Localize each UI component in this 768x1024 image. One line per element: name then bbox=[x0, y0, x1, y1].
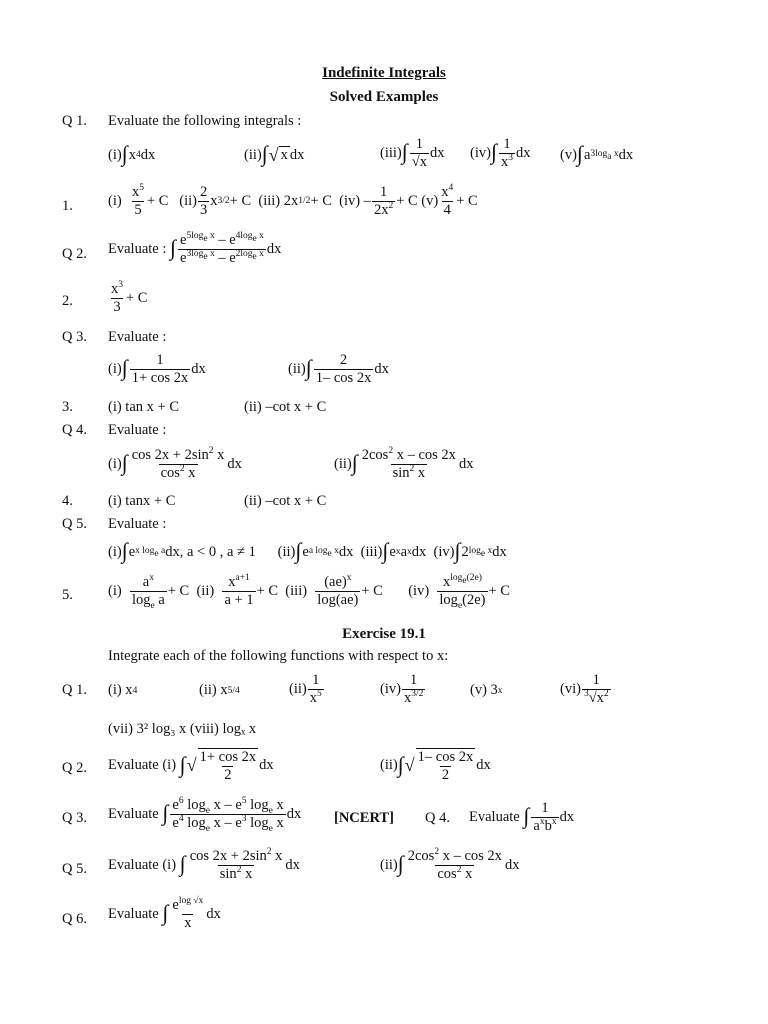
a3-part-ii: (ii) –cot x + C bbox=[244, 399, 327, 415]
ex-q1-v: (v) 3 x bbox=[470, 682, 503, 698]
q1-part-iii: (iii) ∫ $\frac{1}{√x}$ dx bbox=[380, 136, 445, 170]
q1-text: Evaluate the following integrals : bbox=[108, 113, 302, 129]
a4-part-i: (i) tanx + C bbox=[108, 493, 176, 509]
ex-q1-iv: (iv) $\frac{1}{x^{3/2}}$ bbox=[380, 672, 424, 706]
ex-q3-label: Q 3. bbox=[62, 810, 87, 826]
q4-label: Q 4. bbox=[62, 422, 87, 438]
ex-q3-question: Evaluate ∫ $\frac{e^6 \log_e x - e^5 \log_e x}{e^4 \log_e x - e^3 \log_e x}$ dx bbox=[108, 796, 302, 834]
a2-answer: $\frac{x^3}{3}$ + C bbox=[111, 280, 148, 315]
q3-label: Q 3. bbox=[62, 329, 87, 345]
a3-part-i: (i) tan x + C bbox=[108, 399, 179, 415]
ex-q1-i: (i) x 4 bbox=[108, 682, 138, 698]
q5-parts: (i) ∫ e x $\log_e a$ dx, a < 0 , a ≠ 1 (ii) ∫ e a $\log_e x$ dx (iii) ∫ e x a x dx (iv) ∫ 2 $\log_e x$ dx bbox=[108, 538, 507, 563]
ex-q1-vii-viii: (vii) 3² log₃ x (viii) logₓ x bbox=[108, 721, 257, 737]
ex-q5-part-i: Evaluate (i) ∫ $\frac{\cos 2x + 2\sin^2 x}{\sin^2 x}$ dx bbox=[108, 847, 300, 882]
a1-label: 1. bbox=[62, 198, 73, 214]
q1-part-iv: (iv) ∫ $\frac{1}{x^3}$ dx bbox=[470, 136, 531, 170]
q5-text: Evaluate : bbox=[108, 516, 167, 532]
a5-label: 5. bbox=[62, 587, 73, 603]
q1-part-ii: (ii) ∫ √ x dx bbox=[244, 141, 305, 166]
q2-question: Evaluate : ∫ $\frac{e^{5log_e x} - e^{4log_e x}}{e^{3log_e x} - e^{2log_e x}}$ dx bbox=[108, 231, 282, 266]
ex-q1-ii: (ii) x 5/4 bbox=[199, 682, 240, 698]
a2-label: 2. bbox=[62, 293, 73, 309]
exercise-title: Exercise 19.1 bbox=[342, 626, 426, 642]
q4-part-i: (i) ∫ $\frac{\cos 2x + 2\sin^2 x}{\cos^2 x}$ dx bbox=[108, 446, 242, 481]
ex-q2-part-i: Evaluate (i) ∫ √ $\frac{1+ \cos 2x}{2}$ dx bbox=[108, 749, 274, 783]
q1-part-v: (v) ∫ a $3\log_a$ x dx bbox=[560, 141, 634, 166]
page-title: Indefinite Integrals bbox=[322, 65, 446, 81]
q1-part-i: (i) ∫ x 4 dx bbox=[108, 141, 156, 166]
ex-q5-label: Q 5. bbox=[62, 861, 87, 877]
ex-q4-label: Q 4. bbox=[425, 810, 450, 826]
a4-label: 4. bbox=[62, 493, 73, 509]
a3-label: 3. bbox=[62, 399, 73, 415]
ex-q6-label: Q 6. bbox=[62, 911, 87, 927]
q3-text: Evaluate : bbox=[108, 329, 167, 345]
q4-part-ii: (ii) ∫ $\frac{2\cos^2 x - \cos 2x}{\sin^2 x}$ dx bbox=[334, 446, 474, 481]
exercise-intro: Integrate each of the following functions with respect to x: bbox=[108, 648, 449, 664]
q2-label: Q 2. bbox=[62, 246, 87, 262]
ex-q2-part-ii: (ii) ∫ √ $\frac{1- \cos 2x}{2}$ dx bbox=[380, 749, 491, 783]
ex-q4-question: Evaluate ∫ $\frac{1}{a^xb^x}$ dx bbox=[469, 800, 575, 834]
ex-q1-label: Q 1. bbox=[62, 682, 87, 698]
ex-q6-question: Evaluate ∫ $\frac{e^{log √x}}{x}$ dx bbox=[108, 896, 221, 931]
ex-q1-iii: (ii) $\frac{1}{x^5}$ bbox=[289, 672, 322, 706]
a4-part-ii: (ii) –cot x + C bbox=[244, 493, 327, 509]
ex-q1-vi: (vi) $\frac{1}{^3√x^2}$ bbox=[560, 672, 609, 706]
q5-label: Q 5. bbox=[62, 516, 87, 532]
ex-q2-label: Q 2. bbox=[62, 760, 87, 776]
ncert-tag: [NCERT] bbox=[334, 810, 394, 826]
q3-part-i: (i) ∫ $\frac{1}{1+ \cos 2x}$ dx bbox=[108, 352, 206, 386]
page-subtitle: Solved Examples bbox=[329, 89, 439, 105]
q4-text: Evaluate : bbox=[108, 422, 167, 438]
ex-q5-part-ii: (ii) ∫ $\frac{2\cos^2 x - \cos 2x}{\cos^2 x}$ dx bbox=[380, 847, 520, 882]
q3-part-ii: (ii) ∫ $\frac{2}{1- \cos 2x}$ dx bbox=[288, 352, 389, 386]
a5-answer: (i) $\frac{a^x}{\log_e a}$ + C (ii) $\frac{x^{a+1}}{a + 1}$ + C (iii) $\frac{(ae)^x}{\log(ae)}$ + C (iv) $\frac{x^{log_e(2e)}}{\log_e(2e)}$ + C bbox=[108, 573, 510, 611]
q1-label: Q 1. bbox=[62, 113, 87, 129]
a1-answer: (i) $\frac{x^5}{5}$ + C (ii) $\frac{2}{3}$ x 3/2 + C (iii) 2x 1/2 + C (iv) – $\frac{1}{2x^2}$ + C (v) $\frac{x^4}{4}$ + C bbox=[108, 183, 478, 218]
